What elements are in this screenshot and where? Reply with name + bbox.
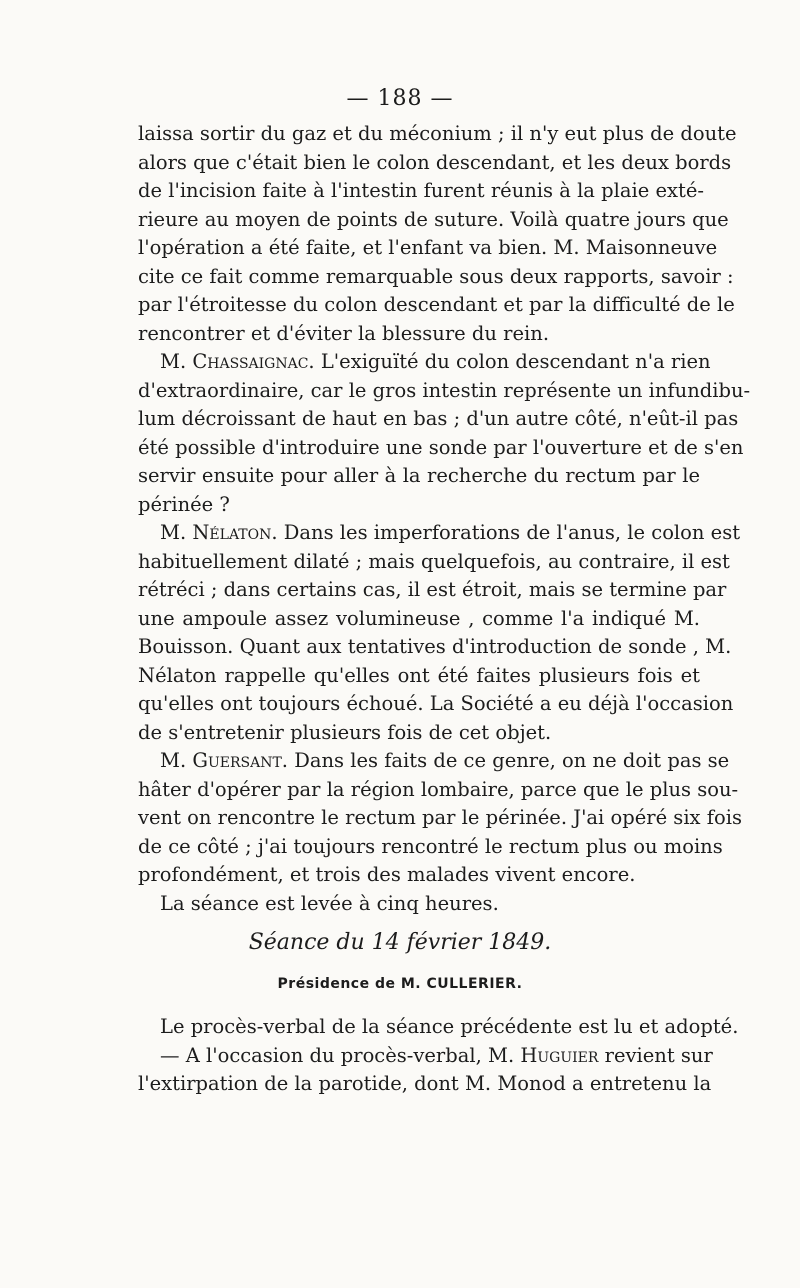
- text-line: vent on rencontre le rectum par le périnée. J'ai opéré six fois: [138, 806, 742, 829]
- text-line: périnée ?: [138, 492, 230, 516]
- text-line: Nélaton rappelle qu'elles ont été faites plusieurs fois et: [138, 663, 700, 687]
- text-line: rétréci ; dans certains cas, il est étroit, mais se termine par: [138, 578, 727, 601]
- presidence-line: Présidence de M. CULLERIER.: [277, 976, 523, 992]
- text-line: hâter d'opérer par la région lombaire, parce que le plus sou-: [138, 777, 739, 801]
- body-text-continued: [138, 1013, 739, 1099]
- text-line: servir ensuite pour aller à la recherche du rectum par le: [138, 464, 700, 487]
- text-line: alors que c'était bien le colon descendant, et les deux bords: [138, 150, 732, 174]
- paragraph-first-line: [138, 348, 711, 377]
- closing-line: La séance est levée à cinq heures.: [160, 891, 499, 915]
- text-fragment: L'exiguïté du colon descendant n'a rien: [320, 350, 711, 373]
- text-fragment: revient sur: [604, 1043, 713, 1067]
- text-line: lum décroissant de haut en bas ; d'un autre côté, n'eût-il pas: [138, 407, 739, 430]
- text-line: de ce côté ; j'ai toujours rencontré le rectum plus ou moins: [138, 834, 723, 858]
- paragraph-first-line: [138, 747, 730, 776]
- text-line: de l'incision faite à l'intestin furent réunis à la plaie exté-: [138, 179, 704, 202]
- text-line: par l'étroitesse du colon descendant et par la difficulté de le: [138, 293, 735, 316]
- text-fragment: Dans les imperforations de l'anus, le colon est: [283, 521, 741, 544]
- body-text: [138, 120, 751, 918]
- page-number: — 188 —: [346, 86, 454, 111]
- speaker-name: M. Nélaton.: [160, 521, 278, 544]
- text-line: profondément, et trois des malades vivent encore.: [138, 863, 636, 886]
- paragraph-first-line: [138, 1042, 713, 1071]
- speaker-name: Huguier: [520, 1043, 599, 1067]
- text-line: une ampoule assez volumineuse , comme l'a indiqué M.: [138, 606, 700, 630]
- text-line: d'extraordinaire, car le gros intestin représente un infundibu-: [138, 378, 751, 402]
- text-line: l'opération a été faite, et l'enfant va bien. M. Maisonneuve: [138, 236, 718, 259]
- text-line: été possible d'introduire une sonde par l'ouverture et de s'en: [138, 435, 744, 459]
- text-line: rieure au moyen de points de suture. Voilà quatre jours que: [138, 207, 729, 231]
- speaker-name: M. Chassaignac.: [160, 350, 315, 373]
- text-fragment: — A l'occasion du procès-verbal, M.: [160, 1043, 515, 1067]
- text-line: de s'entretenir plusieurs fois de cet objet.: [138, 720, 552, 744]
- text-line: habituellement dilaté ; mais quelquefois, au contraire, il est: [138, 549, 730, 573]
- text-line: cite ce fait comme remarquable sous deux rapports, savoir :: [138, 264, 734, 288]
- text-fragment: Dans les faits de ce genre, on ne doit pas se: [294, 749, 730, 772]
- text-line: l'extirpation de la parotide, dont M. Monod a entretenu la: [138, 1072, 712, 1095]
- text-line: Bouisson. Quant aux tentatives d'introduction de sonde , M.: [138, 635, 732, 658]
- text-line: rencontrer et d'éviter la blessure du rein.: [138, 321, 550, 345]
- text-line: qu'elles ont toujours échoué. La Société a eu déjà l'occasion: [138, 692, 734, 715]
- speaker-name: M. Guersant.: [160, 749, 288, 772]
- paragraph-first-line: [138, 519, 741, 548]
- text-line: laissa sortir du gaz et du méconium ; il n'y eut plus de doute: [138, 122, 737, 145]
- text-line: Le procès-verbal de la séance précédente est lu et adopté.: [160, 1015, 739, 1038]
- session-title: Séance du 14 février 1849.: [248, 930, 552, 955]
